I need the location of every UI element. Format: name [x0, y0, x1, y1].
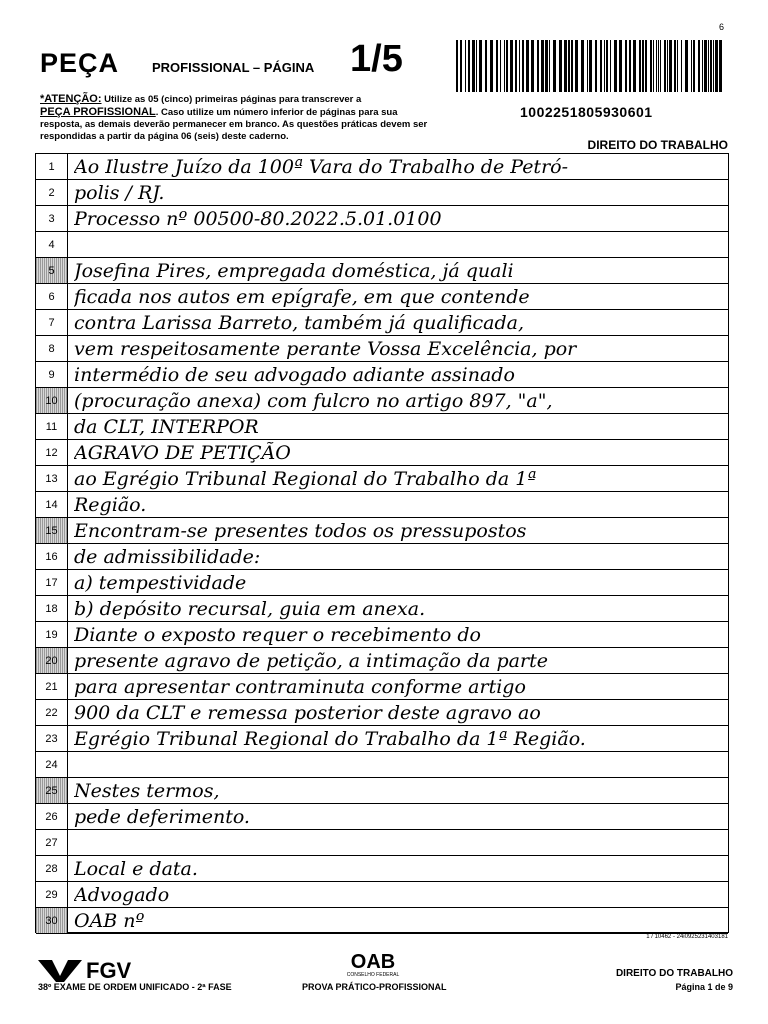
barcode-bar — [667, 40, 668, 92]
footer-code: 1 / 10462 - 24i0925231403181 — [646, 934, 728, 940]
barcode-bar — [571, 40, 573, 92]
answer-line — [36, 544, 728, 570]
answer-line — [36, 310, 728, 336]
line-number: 7 — [36, 310, 68, 335]
barcode-bar — [604, 40, 605, 92]
answer-line — [36, 752, 728, 778]
barcode-bar — [496, 40, 498, 92]
answer-line — [36, 674, 728, 700]
barcode-bar — [708, 40, 709, 92]
barcode-bar — [549, 40, 550, 92]
barcode-bar — [704, 40, 707, 92]
barcode-bar — [669, 40, 672, 92]
barcode-bar — [476, 40, 477, 92]
barcode-bar — [653, 40, 654, 92]
line-number: 13 — [36, 466, 68, 491]
barcode-bar — [472, 40, 475, 92]
barcode-bar — [656, 40, 657, 92]
answer-line — [36, 388, 728, 414]
barcode — [456, 40, 726, 92]
footer-subject: DIREITO DO TRABALHO — [615, 968, 733, 979]
barcode-bar — [526, 40, 529, 92]
barcode-bar — [614, 40, 617, 92]
handwritten-text: polis / RJ. — [74, 182, 165, 204]
handwritten-text: pede deferimento. — [74, 806, 250, 828]
footer-page: Página 1 de 9 — [675, 982, 733, 992]
barcode-bar — [642, 40, 644, 92]
answer-line — [36, 882, 728, 908]
barcode-bar — [650, 40, 652, 92]
line-number: 3 — [36, 206, 68, 231]
barcode-bar — [587, 40, 588, 92]
barcode-bar — [658, 40, 659, 92]
attention-text-2: . Caso utilize um número inferior de páginas para sua resposta, as demais deverão permanecer em branco. As questões práticas devem ser respondidas a partir da página 06 (seis) deste caderno. — [40, 107, 428, 142]
barcode-bar — [674, 40, 676, 92]
line-number: 20 — [36, 648, 68, 673]
line-number: 12 — [36, 440, 68, 465]
barcode-number: 1002251805930601 — [520, 104, 653, 120]
line-number: 26 — [36, 804, 68, 829]
answer-line — [36, 648, 728, 674]
barcode-bar — [545, 40, 548, 92]
handwritten-text: da CLT, INTERPOR — [74, 416, 259, 438]
prova-name: PROVA PRÁTICO-PROFISSIONAL — [302, 982, 447, 992]
line-number: 9 — [36, 362, 68, 387]
attention-notice — [40, 93, 430, 143]
handwritten-text: a) tempestividade — [74, 572, 247, 594]
handwritten-text: de admissibilidade: — [74, 546, 261, 568]
line-number: 5 — [36, 258, 68, 283]
answer-line — [36, 258, 728, 284]
barcode-bar — [664, 40, 666, 92]
oab-logo — [340, 948, 406, 978]
barcode-bar — [500, 40, 501, 92]
handwritten-text: Região. — [74, 494, 147, 516]
handwritten-text: Josefina Pires, empregada doméstica, já quali — [74, 260, 514, 282]
line-number: 4 — [36, 232, 68, 257]
answer-line — [36, 414, 728, 440]
handwritten-text: intermédio de seu advogado adiante assinado — [74, 364, 515, 386]
barcode-bar — [698, 40, 700, 92]
answer-line — [36, 726, 728, 752]
barcode-bar — [619, 40, 622, 92]
handwritten-text: ao Egrégio Tribunal Regional do Trabalho da 1ª — [74, 468, 537, 490]
barcode-bar — [479, 40, 482, 92]
fgv-logo — [38, 956, 168, 982]
barcode-bar — [719, 40, 722, 92]
peca-title: PEÇA — [40, 48, 120, 78]
fgv-logo-text: FGV — [86, 958, 132, 982]
attention-label: *ATENÇÃO: — [40, 93, 102, 105]
barcode-bar — [660, 40, 661, 92]
handwritten-text: para apresentar contraminuta conforme artigo — [74, 676, 526, 698]
handwritten-text: Advogado — [74, 884, 170, 906]
barcode-bar — [559, 40, 562, 92]
barcode-bar — [568, 40, 570, 92]
barcode-bar — [633, 40, 636, 92]
barcode-bar — [685, 40, 688, 92]
barcode-bar — [541, 40, 544, 92]
barcode-bar — [490, 40, 493, 92]
barcode-bar — [715, 40, 718, 92]
barcode-bar — [537, 40, 539, 92]
barcode-bar — [456, 40, 458, 92]
barcode-bar — [465, 40, 466, 92]
line-number: 21 — [36, 674, 68, 699]
answer-line — [36, 804, 728, 830]
barcode-bar — [506, 40, 508, 92]
answer-line — [36, 180, 728, 206]
barcode-bar — [519, 40, 520, 92]
answer-sheet — [35, 153, 729, 933]
barcode-bar — [677, 40, 678, 92]
barcode-bar — [713, 40, 714, 92]
handwritten-text: Ao Ilustre Juízo da 100ª Vara do Trabalho de Petró- — [74, 156, 569, 178]
answer-line — [36, 700, 728, 726]
barcode-bar — [693, 40, 695, 92]
barcode-bar — [710, 40, 712, 92]
line-number: 28 — [36, 856, 68, 881]
barcode-bar — [564, 40, 567, 92]
answer-line — [36, 908, 728, 934]
line-number: 2 — [36, 180, 68, 205]
barcode-bar — [681, 40, 682, 92]
handwritten-text: presente agravo de petição, a intimação da parte — [74, 650, 548, 672]
handwritten-text: ficada nos autos em epígrafe, em que contende — [74, 286, 530, 308]
answer-line — [36, 518, 728, 544]
line-number: 30 — [36, 908, 68, 933]
exam-name: 38º EXAME DE ORDEM UNIFICADO - 2ª FASE — [38, 982, 232, 992]
peca-subtitle: PROFISSIONAL – PÁGINA — [152, 60, 315, 75]
oab-logo-sub: CONSELHO FEDERAL — [346, 972, 400, 978]
barcode-bar — [589, 40, 592, 92]
barcode-bar — [702, 40, 703, 92]
barcode-bar — [553, 40, 556, 92]
answer-line — [36, 232, 728, 258]
answer-line — [36, 778, 728, 804]
answer-line — [36, 284, 728, 310]
answer-line — [36, 622, 728, 648]
line-number: 16 — [36, 544, 68, 569]
handwritten-text: AGRAVO DE PETIÇÃO — [74, 442, 291, 464]
answer-line — [36, 570, 728, 596]
attention-text-1: Utilize as 05 (cinco) primeiras páginas para transcrever a — [104, 94, 362, 105]
answer-line — [36, 492, 728, 518]
handwritten-text: Encontram-se presentes todos os pressupostos — [74, 520, 527, 542]
oab-logo-text: OAB — [350, 951, 396, 973]
line-number: 18 — [36, 596, 68, 621]
line-number: 15 — [36, 518, 68, 543]
corner-page-number: 6 — [718, 22, 724, 32]
handwritten-text: Egrégio Tribunal Regional do Trabalho da 1ª Região. — [74, 728, 586, 750]
answer-line — [36, 596, 728, 622]
line-number: 14 — [36, 492, 68, 517]
barcode-bar — [504, 40, 505, 92]
subject-header: DIREITO DO TRABALHO — [587, 138, 728, 152]
answer-line — [36, 830, 728, 856]
answer-line — [36, 154, 728, 180]
handwritten-text: OAB nº — [74, 910, 145, 932]
barcode-bar — [522, 40, 524, 92]
attention-peca: PEÇA PROFISSIONAL — [40, 106, 156, 118]
line-number: 1 — [36, 154, 68, 179]
barcode-bar — [595, 40, 597, 92]
line-number: 27 — [36, 830, 68, 855]
barcode-bar — [531, 40, 534, 92]
line-number: 11 — [36, 414, 68, 439]
answer-line — [36, 362, 728, 388]
handwritten-text: 900 da CLT e remessa posterior deste agravo ao — [74, 702, 541, 724]
handwritten-text: Nestes termos, — [74, 780, 220, 802]
answer-line — [36, 336, 728, 362]
barcode-bar — [629, 40, 631, 92]
page-fraction: 1/5 — [350, 38, 403, 80]
handwritten-text: vem respeitosamente perante Vossa Excelência, por — [74, 338, 577, 360]
handwritten-text: b) depósito recursal, guia em anexa. — [74, 598, 426, 620]
handwritten-text: (procuração anexa) com fulcro no artigo 897, "a", — [74, 390, 553, 412]
answer-line — [36, 206, 728, 232]
line-number: 17 — [36, 570, 68, 595]
line-number: 23 — [36, 726, 68, 751]
line-number: 25 — [36, 778, 68, 803]
handwritten-text: Processo nº 00500-80.2022.5.01.0100 — [74, 208, 442, 230]
answer-line — [36, 856, 728, 882]
handwritten-text: Local e data. — [74, 858, 198, 880]
barcode-bar — [575, 40, 578, 92]
barcode-bar — [625, 40, 627, 92]
barcode-bar — [610, 40, 611, 92]
line-number: 22 — [36, 700, 68, 725]
barcode-bar — [581, 40, 584, 92]
barcode-bar — [645, 40, 647, 92]
line-number: 19 — [36, 622, 68, 647]
answer-line — [36, 466, 728, 492]
answer-line — [36, 440, 728, 466]
barcode-bar — [460, 40, 462, 92]
line-number: 10 — [36, 388, 68, 413]
line-number: 29 — [36, 882, 68, 907]
line-number: 8 — [36, 336, 68, 361]
handwritten-text: Diante o exposto requer o recebimento do — [74, 624, 481, 646]
handwritten-text: contra Larissa Barreto, também já qualificada, — [74, 312, 524, 334]
barcode-bar — [515, 40, 517, 92]
barcode-bar — [691, 40, 692, 92]
barcode-bar — [468, 40, 470, 92]
barcode-bar — [639, 40, 641, 92]
barcode-bar — [600, 40, 602, 92]
barcode-bar — [606, 40, 608, 92]
barcode-bar — [485, 40, 487, 92]
line-number: 6 — [36, 284, 68, 309]
barcode-bar — [510, 40, 513, 92]
line-number: 24 — [36, 752, 68, 777]
